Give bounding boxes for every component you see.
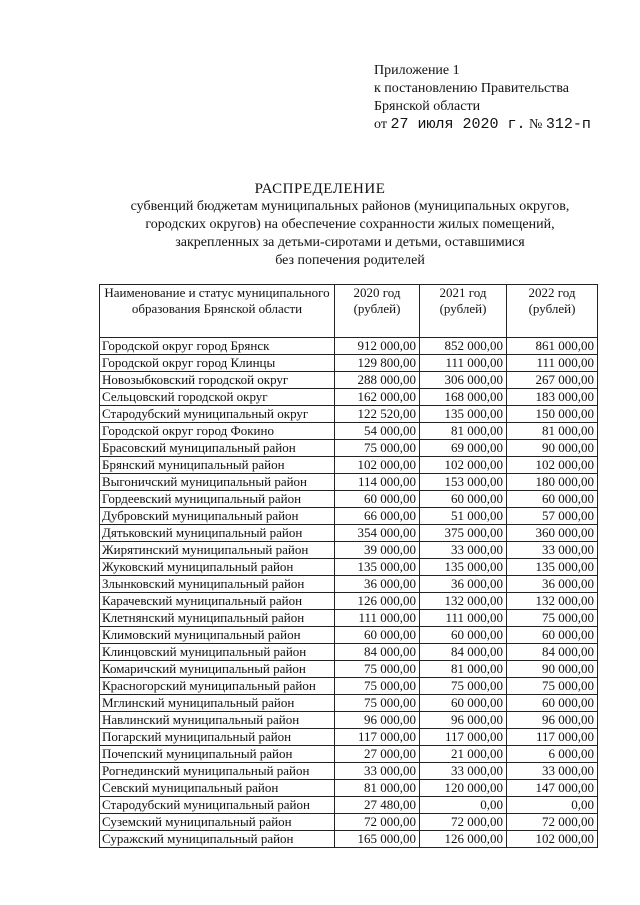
table-row	[100, 525, 598, 542]
municipality-cell: Жирятинский муниципальный район	[100, 542, 335, 559]
amount-2021-cell: 72 000,00	[420, 814, 507, 831]
municipality-cell: Севский муниципальный район	[100, 780, 335, 797]
municipality-cell: Злынковский муниципальный район	[100, 576, 335, 593]
table-body	[100, 338, 598, 848]
municipality-cell: Дятьковский муниципальный район	[100, 525, 335, 542]
amount-2021-cell: 0,00	[420, 797, 507, 814]
municipality-cell: Стародубский муниципальный округ	[100, 406, 335, 423]
amount-2021-cell: 21 000,00	[420, 746, 507, 763]
amount-2020-cell: 102 000,00	[335, 457, 420, 474]
table-row	[100, 797, 598, 814]
amount-2022-cell: 60 000,00	[507, 491, 598, 508]
amount-2021-cell: 51 000,00	[420, 508, 507, 525]
amount-2020-cell: 66 000,00	[335, 508, 420, 525]
subtitle-line: городских округов) на обеспечение сохранности жилых помещений,	[145, 217, 555, 232]
resolution-date: 27 июля 2020 г.	[390, 116, 526, 133]
amount-2022-cell: 360 000,00	[507, 525, 598, 542]
table-row	[100, 389, 598, 406]
amount-2020-cell: 75 000,00	[335, 695, 420, 712]
amount-2021-cell: 84 000,00	[420, 644, 507, 661]
amount-2020-cell: 129 800,00	[335, 355, 420, 372]
municipality-cell: Суражский муниципальный район	[100, 831, 335, 848]
document-subtitle	[90, 198, 610, 270]
table-row	[100, 338, 598, 355]
amount-2020-cell: 75 000,00	[335, 678, 420, 695]
amount-2020-cell: 117 000,00	[335, 729, 420, 746]
amount-2020-cell: 81 000,00	[335, 780, 420, 797]
amount-2022-cell: 96 000,00	[507, 712, 598, 729]
municipality-cell: Карачевский муниципальный район	[100, 593, 335, 610]
table-row	[100, 491, 598, 508]
amount-2020-cell: 60 000,00	[335, 627, 420, 644]
amount-2020-cell: 111 000,00	[335, 610, 420, 627]
table-row	[100, 746, 598, 763]
amount-2021-cell: 111 000,00	[420, 355, 507, 372]
table-row	[100, 695, 598, 712]
municipality-cell: Жуковский муниципальный район	[100, 559, 335, 576]
municipality-cell: Мглинский муниципальный район	[100, 695, 335, 712]
municipality-cell: Новозыбковский городской округ	[100, 372, 335, 389]
municipality-cell: Брянский муниципальный район	[100, 457, 335, 474]
municipality-cell: Клинцовский муниципальный район	[100, 644, 335, 661]
amount-2020-cell: 27 000,00	[335, 746, 420, 763]
table-row	[100, 610, 598, 627]
amount-2020-cell: 75 000,00	[335, 661, 420, 678]
table-row	[100, 814, 598, 831]
amount-2021-cell: 120 000,00	[420, 780, 507, 797]
amount-2021-cell: 135 000,00	[420, 406, 507, 423]
amount-2022-cell: 90 000,00	[507, 661, 598, 678]
amount-2020-cell: 75 000,00	[335, 440, 420, 457]
from-label: от	[374, 117, 387, 132]
table-row	[100, 661, 598, 678]
header-2020: 2020 год (рублей)	[335, 285, 420, 338]
amount-2020-cell: 288 000,00	[335, 372, 420, 389]
table-row	[100, 712, 598, 729]
amount-2021-cell: 117 000,00	[420, 729, 507, 746]
table-row	[100, 406, 598, 423]
municipality-cell: Гордеевский муниципальный район	[100, 491, 335, 508]
document-title: РАСПРЕДЕЛЕНИЕ	[254, 181, 386, 197]
amount-2022-cell: 135 000,00	[507, 559, 598, 576]
amount-2021-cell: 36 000,00	[420, 576, 507, 593]
amount-2021-cell: 33 000,00	[420, 763, 507, 780]
amount-2021-cell: 852 000,00	[420, 338, 507, 355]
municipality-cell: Суземский муниципальный район	[100, 814, 335, 831]
table-row	[100, 780, 598, 797]
table-row	[100, 474, 598, 491]
amount-2022-cell: 81 000,00	[507, 423, 598, 440]
municipality-cell: Рогнединский муниципальный район	[100, 763, 335, 780]
number-sign: №	[528, 117, 543, 132]
amount-2021-cell: 375 000,00	[420, 525, 507, 542]
amount-2021-cell: 60 000,00	[420, 491, 507, 508]
amount-2021-cell: 33 000,00	[420, 542, 507, 559]
amount-2020-cell: 165 000,00	[335, 831, 420, 848]
municipality-cell: Дубровский муниципальный район	[100, 508, 335, 525]
amount-2022-cell: 75 000,00	[507, 610, 598, 627]
table-row	[100, 763, 598, 780]
amount-2020-cell: 162 000,00	[335, 389, 420, 406]
amount-2022-cell: 111 000,00	[507, 355, 598, 372]
amount-2022-cell: 132 000,00	[507, 593, 598, 610]
table-row	[100, 559, 598, 576]
header-2022: 2022 год (рублей)	[507, 285, 598, 338]
amount-2022-cell: 36 000,00	[507, 576, 598, 593]
amount-2021-cell: 81 000,00	[420, 423, 507, 440]
amount-2020-cell: 72 000,00	[335, 814, 420, 831]
amount-2022-cell: 183 000,00	[507, 389, 598, 406]
amount-2021-cell: 60 000,00	[420, 695, 507, 712]
municipality-cell: Красногорский муниципальный район	[100, 678, 335, 695]
header-municipality: Наименование и статус муниципального образования Брянской области	[100, 285, 335, 338]
table-row	[100, 627, 598, 644]
table-row	[100, 729, 598, 746]
municipality-cell: Стародубский муниципальный район	[100, 797, 335, 814]
amount-2020-cell: 36 000,00	[335, 576, 420, 593]
amount-2020-cell: 39 000,00	[335, 542, 420, 559]
municipality-cell: Выгоничский муниципальный район	[100, 474, 335, 491]
municipality-cell: Городской округ город Фокино	[100, 423, 335, 440]
appendix-resolution: к постановлению Правительства	[374, 81, 570, 96]
municipality-cell: Клетнянский муниципальный район	[100, 610, 335, 627]
amount-2022-cell: 267 000,00	[507, 372, 598, 389]
amount-2021-cell: 126 000,00	[420, 831, 507, 848]
table-row	[100, 355, 598, 372]
amount-2020-cell: 122 520,00	[335, 406, 420, 423]
header-2021: 2021 год (рублей)	[420, 285, 507, 338]
amount-2021-cell: 102 000,00	[420, 457, 507, 474]
municipality-cell: Брасовский муниципальный район	[100, 440, 335, 457]
amount-2020-cell: 27 480,00	[335, 797, 420, 814]
amount-2021-cell: 96 000,00	[420, 712, 507, 729]
table-row	[100, 508, 598, 525]
amount-2022-cell: 6 000,00	[507, 746, 598, 763]
municipality-cell: Погарский муниципальный район	[100, 729, 335, 746]
amount-2021-cell: 132 000,00	[420, 593, 507, 610]
table-row	[100, 831, 598, 848]
table-row	[100, 457, 598, 474]
amount-2021-cell: 60 000,00	[420, 627, 507, 644]
amount-2020-cell: 135 000,00	[335, 559, 420, 576]
amount-2020-cell: 54 000,00	[335, 423, 420, 440]
amount-2022-cell: 861 000,00	[507, 338, 598, 355]
amount-2020-cell: 126 000,00	[335, 593, 420, 610]
subtitle-line: закрепленных за детьми-сиротами и детьми, оставшимися	[175, 235, 525, 250]
municipality-cell: Климовский муниципальный район	[100, 627, 335, 644]
amount-2020-cell: 60 000,00	[335, 491, 420, 508]
table-row	[100, 593, 598, 610]
amount-2022-cell: 147 000,00	[507, 780, 598, 797]
subtitle-line: субвенций бюджетам муниципальных районов (муниципальных округов,	[130, 199, 570, 214]
resolution-number: 312-п	[545, 116, 591, 133]
amount-2022-cell: 150 000,00	[507, 406, 598, 423]
amount-2021-cell: 306 000,00	[420, 372, 507, 389]
amount-2021-cell: 75 000,00	[420, 678, 507, 695]
appendix-region: Брянской области	[374, 99, 481, 114]
amount-2021-cell: 81 000,00	[420, 661, 507, 678]
amount-2022-cell: 72 000,00	[507, 814, 598, 831]
amount-2021-cell: 135 000,00	[420, 559, 507, 576]
table-row	[100, 542, 598, 559]
amount-2022-cell: 90 000,00	[507, 440, 598, 457]
amount-2021-cell: 111 000,00	[420, 610, 507, 627]
amount-2022-cell: 0,00	[507, 797, 598, 814]
appendix-title: Приложение 1	[374, 63, 460, 78]
amount-2021-cell: 69 000,00	[420, 440, 507, 457]
amount-2020-cell: 96 000,00	[335, 712, 420, 729]
amount-2020-cell: 114 000,00	[335, 474, 420, 491]
table-row	[100, 678, 598, 695]
amount-2020-cell: 84 000,00	[335, 644, 420, 661]
amount-2020-cell: 33 000,00	[335, 763, 420, 780]
amount-2020-cell: 912 000,00	[335, 338, 420, 355]
municipality-cell: Сельцовский городской округ	[100, 389, 335, 406]
table-row	[100, 423, 598, 440]
amount-2021-cell: 153 000,00	[420, 474, 507, 491]
distribution-table	[99, 284, 598, 848]
appendix-date-line	[374, 116, 614, 134]
amount-2022-cell: 84 000,00	[507, 644, 598, 661]
table-header-row	[100, 285, 598, 338]
municipality-cell: Комаричский муниципальный район	[100, 661, 335, 678]
amount-2022-cell: 33 000,00	[507, 763, 598, 780]
amount-2022-cell: 102 000,00	[507, 457, 598, 474]
subtitle-line: без попечения родителей	[275, 253, 425, 268]
municipality-cell: Городской округ город Брянск	[100, 338, 335, 355]
table-row	[100, 440, 598, 457]
amount-2022-cell: 75 000,00	[507, 678, 598, 695]
table-row	[100, 372, 598, 389]
municipality-cell: Навлинский муниципальный район	[100, 712, 335, 729]
table-row	[100, 644, 598, 661]
amount-2022-cell: 57 000,00	[507, 508, 598, 525]
amount-2021-cell: 168 000,00	[420, 389, 507, 406]
amount-2022-cell: 102 000,00	[507, 831, 598, 848]
amount-2022-cell: 180 000,00	[507, 474, 598, 491]
table-row	[100, 576, 598, 593]
amount-2022-cell: 60 000,00	[507, 627, 598, 644]
appendix-block	[374, 62, 614, 134]
amount-2022-cell: 117 000,00	[507, 729, 598, 746]
municipality-cell: Почепский муниципальный район	[100, 746, 335, 763]
amount-2020-cell: 354 000,00	[335, 525, 420, 542]
amount-2022-cell: 60 000,00	[507, 695, 598, 712]
municipality-cell: Городской округ город Клинцы	[100, 355, 335, 372]
amount-2022-cell: 33 000,00	[507, 542, 598, 559]
